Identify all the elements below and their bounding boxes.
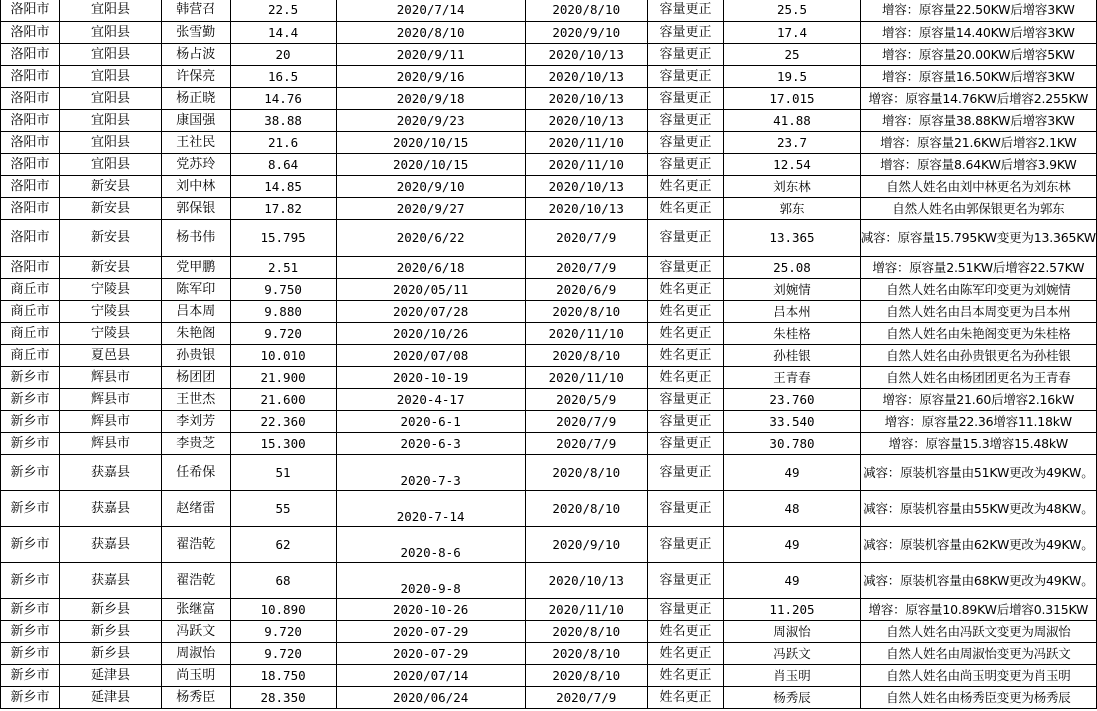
city-cell: 商丘市 bbox=[1, 345, 60, 367]
application-date-cell: 2020/6/18 bbox=[336, 257, 525, 279]
correction-date-cell: 2020/10/13 bbox=[525, 88, 647, 110]
table-row bbox=[1, 643, 1097, 665]
table-row bbox=[1, 110, 1097, 132]
name-cell: 郭保银 bbox=[161, 198, 230, 220]
correction-type-cell: 容量更正 bbox=[647, 88, 723, 110]
correction-date-cell: 2020/8/10 bbox=[525, 345, 647, 367]
name-cell: 李贵芝 bbox=[161, 433, 230, 455]
note-cell: 增容：原容量10.89KW后增容0.315KW bbox=[860, 599, 1096, 621]
correction-type-cell: 姓名更正 bbox=[647, 301, 723, 323]
name-cell: 尚玉明 bbox=[161, 665, 230, 687]
application-date-cell: 2020-07-29 bbox=[336, 643, 525, 665]
capacity-cell: 14.85 bbox=[230, 176, 336, 198]
application-date-cell: 2020-4-17 bbox=[336, 389, 525, 411]
note-cell: 减容：原装机容量由68KW更改为49KW。 bbox=[860, 563, 1096, 599]
correction-date-cell: 2020/10/13 bbox=[525, 198, 647, 220]
county-cell: 新安县 bbox=[60, 220, 162, 257]
correction-date-cell: 2020/10/13 bbox=[525, 66, 647, 88]
capacity-cell: 21.900 bbox=[230, 367, 336, 389]
county-cell: 宜阳县 bbox=[60, 154, 162, 176]
city-cell: 新乡市 bbox=[1, 563, 60, 599]
capacity-cell: 21.600 bbox=[230, 389, 336, 411]
correction-type-cell: 姓名更正 bbox=[647, 621, 723, 643]
county-cell: 夏邑县 bbox=[60, 345, 162, 367]
name-cell: 张继富 bbox=[161, 599, 230, 621]
application-date-cell: 2020-07-29 bbox=[336, 621, 525, 643]
note-cell: 自然人姓名由周淑怡变更为冯跃文 bbox=[860, 643, 1096, 665]
correction-date-cell: 2020/8/10 bbox=[525, 301, 647, 323]
new-value-cell: 孙桂银 bbox=[724, 345, 860, 367]
correction-date-cell: 2020/7/9 bbox=[525, 220, 647, 257]
note-cell: 增容：原容量16.50KW后增容3KW bbox=[860, 66, 1096, 88]
table-row bbox=[1, 66, 1097, 88]
correction-date-cell: 2020/6/9 bbox=[525, 279, 647, 301]
correction-type-cell: 姓名更正 bbox=[647, 345, 723, 367]
new-value-cell: 19.5 bbox=[724, 66, 860, 88]
city-cell: 洛阳市 bbox=[1, 0, 60, 22]
name-cell: 任希保 bbox=[161, 455, 230, 491]
county-cell: 获嘉县 bbox=[60, 491, 162, 527]
capacity-cell: 20 bbox=[230, 44, 336, 66]
city-cell: 新乡市 bbox=[1, 389, 60, 411]
application-date-cell: 2020-10-26 bbox=[336, 599, 525, 621]
note-cell: 增容：原容量8.64KW后增容3.9KW bbox=[860, 154, 1096, 176]
city-cell: 新乡市 bbox=[1, 599, 60, 621]
note-cell: 增容：原容量14.76KW后增容2.255KW bbox=[860, 88, 1096, 110]
note-cell: 增容：原容量2.51KW后增容22.57KW bbox=[860, 257, 1096, 279]
correction-type-cell: 容量更正 bbox=[647, 455, 723, 491]
correction-type-cell: 容量更正 bbox=[647, 257, 723, 279]
application-date-cell: 2020/05/11 bbox=[336, 279, 525, 301]
application-date-cell: 2020/6/22 bbox=[336, 220, 525, 257]
correction-type-cell: 容量更正 bbox=[647, 220, 723, 257]
correction-date-cell: 2020/8/10 bbox=[525, 491, 647, 527]
new-value-cell: 25 bbox=[724, 44, 860, 66]
capacity-cell: 38.88 bbox=[230, 110, 336, 132]
city-cell: 洛阳市 bbox=[1, 110, 60, 132]
name-cell: 杨团团 bbox=[161, 367, 230, 389]
table-row bbox=[1, 367, 1097, 389]
capacity-cell: 14.4 bbox=[230, 22, 336, 44]
application-date-cell: 2020/9/27 bbox=[336, 198, 525, 220]
name-cell: 陈军印 bbox=[161, 279, 230, 301]
application-date-cell: 2020/07/08 bbox=[336, 345, 525, 367]
note-cell: 减容：原装机容量由62KW更改为49KW。 bbox=[860, 527, 1096, 563]
correction-type-cell: 姓名更正 bbox=[647, 198, 723, 220]
correction-date-cell: 2020/11/10 bbox=[525, 323, 647, 345]
table-row bbox=[1, 455, 1097, 491]
correction-date-cell: 2020/8/10 bbox=[525, 621, 647, 643]
new-value-cell: 刘东林 bbox=[724, 176, 860, 198]
county-cell: 宜阳县 bbox=[60, 88, 162, 110]
name-cell: 杨书伟 bbox=[161, 220, 230, 257]
city-cell: 新乡市 bbox=[1, 665, 60, 687]
correction-type-cell: 姓名更正 bbox=[647, 367, 723, 389]
new-value-cell: 肖玉明 bbox=[724, 665, 860, 687]
county-cell: 宜阳县 bbox=[60, 132, 162, 154]
correction-date-cell: 2020/9/10 bbox=[525, 527, 647, 563]
table-row bbox=[1, 88, 1097, 110]
correction-date-cell: 2020/10/13 bbox=[525, 176, 647, 198]
correction-type-cell: 姓名更正 bbox=[647, 643, 723, 665]
table-row bbox=[1, 527, 1097, 563]
capacity-cell: 22.5 bbox=[230, 0, 336, 22]
correction-date-cell: 2020/11/10 bbox=[525, 367, 647, 389]
name-cell: 党甲鹏 bbox=[161, 257, 230, 279]
application-date-cell: 2020-8-6 bbox=[336, 527, 525, 563]
name-cell: 李刘芳 bbox=[161, 411, 230, 433]
table-row bbox=[1, 0, 1097, 22]
correction-type-cell: 姓名更正 bbox=[647, 176, 723, 198]
application-date-cell: 2020/9/23 bbox=[336, 110, 525, 132]
application-date-cell: 2020/06/24 bbox=[336, 687, 525, 709]
table-body bbox=[1, 0, 1097, 709]
correction-type-cell: 容量更正 bbox=[647, 132, 723, 154]
city-cell: 洛阳市 bbox=[1, 44, 60, 66]
table-row bbox=[1, 44, 1097, 66]
county-cell: 宁陵县 bbox=[60, 301, 162, 323]
name-cell: 翟浩乾 bbox=[161, 563, 230, 599]
table-row bbox=[1, 22, 1097, 44]
note-cell: 自然人姓名由杨秀臣变更为杨秀辰 bbox=[860, 687, 1096, 709]
city-cell: 商丘市 bbox=[1, 323, 60, 345]
county-cell: 新乡县 bbox=[60, 599, 162, 621]
table-row bbox=[1, 198, 1097, 220]
county-cell: 辉县市 bbox=[60, 367, 162, 389]
name-cell: 杨正晓 bbox=[161, 88, 230, 110]
new-value-cell: 杨秀辰 bbox=[724, 687, 860, 709]
capacity-cell: 10.890 bbox=[230, 599, 336, 621]
capacity-cell: 22.360 bbox=[230, 411, 336, 433]
county-cell: 辉县市 bbox=[60, 411, 162, 433]
correction-date-cell: 2020/11/10 bbox=[525, 154, 647, 176]
note-cell: 增容：原容量22.50KW后增容3KW bbox=[860, 0, 1096, 22]
correction-type-cell: 容量更正 bbox=[647, 389, 723, 411]
note-cell: 增容：原容量15.3增容15.48kW bbox=[860, 433, 1096, 455]
name-cell: 吕本周 bbox=[161, 301, 230, 323]
new-value-cell: 11.205 bbox=[724, 599, 860, 621]
correction-type-cell: 容量更正 bbox=[647, 66, 723, 88]
city-cell: 洛阳市 bbox=[1, 132, 60, 154]
correction-date-cell: 2020/9/10 bbox=[525, 22, 647, 44]
table-row bbox=[1, 257, 1097, 279]
county-cell: 宜阳县 bbox=[60, 110, 162, 132]
new-value-cell: 12.54 bbox=[724, 154, 860, 176]
city-cell: 洛阳市 bbox=[1, 220, 60, 257]
new-value-cell: 刘婉情 bbox=[724, 279, 860, 301]
table-row bbox=[1, 154, 1097, 176]
capacity-cell: 51 bbox=[230, 455, 336, 491]
city-cell: 新乡市 bbox=[1, 367, 60, 389]
table-row bbox=[1, 491, 1097, 527]
note-cell: 减容：原装机容量由55KW更改为48KW。 bbox=[860, 491, 1096, 527]
correction-type-cell: 容量更正 bbox=[647, 110, 723, 132]
city-cell: 洛阳市 bbox=[1, 198, 60, 220]
capacity-cell: 9.750 bbox=[230, 279, 336, 301]
application-date-cell: 2020-6-3 bbox=[336, 433, 525, 455]
correction-date-cell: 2020/8/10 bbox=[525, 643, 647, 665]
note-cell: 自然人姓名由陈军印变更为刘婉情 bbox=[860, 279, 1096, 301]
correction-date-cell: 2020/10/13 bbox=[525, 563, 647, 599]
city-cell: 洛阳市 bbox=[1, 257, 60, 279]
application-date-cell: 2020/07/28 bbox=[336, 301, 525, 323]
name-cell: 韩营召 bbox=[161, 0, 230, 22]
correction-type-cell: 容量更正 bbox=[647, 527, 723, 563]
county-cell: 新乡县 bbox=[60, 621, 162, 643]
city-cell: 新乡市 bbox=[1, 433, 60, 455]
county-cell: 获嘉县 bbox=[60, 563, 162, 599]
note-cell: 自然人姓名由朱艳阁变更为朱桂格 bbox=[860, 323, 1096, 345]
county-cell: 宜阳县 bbox=[60, 22, 162, 44]
table-row bbox=[1, 563, 1097, 599]
city-cell: 新乡市 bbox=[1, 491, 60, 527]
application-date-cell: 2020/8/10 bbox=[336, 22, 525, 44]
county-cell: 延津县 bbox=[60, 665, 162, 687]
city-cell: 新乡市 bbox=[1, 527, 60, 563]
new-value-cell: 48 bbox=[724, 491, 860, 527]
note-cell: 自然人姓名由吕本周变更为吕本州 bbox=[860, 301, 1096, 323]
correction-date-cell: 2020/5/9 bbox=[525, 389, 647, 411]
correction-type-cell: 容量更正 bbox=[647, 22, 723, 44]
city-cell: 新乡市 bbox=[1, 455, 60, 491]
new-value-cell: 朱桂格 bbox=[724, 323, 860, 345]
new-value-cell: 周淑怡 bbox=[724, 621, 860, 643]
county-cell: 新安县 bbox=[60, 198, 162, 220]
new-value-cell: 17.4 bbox=[724, 22, 860, 44]
new-value-cell: 郭东 bbox=[724, 198, 860, 220]
note-cell: 增容：原容量21.6KW后增容2.1KW bbox=[860, 132, 1096, 154]
note-cell: 自然人姓名由孙贵银更名为孙桂银 bbox=[860, 345, 1096, 367]
correction-date-cell: 2020/8/10 bbox=[525, 665, 647, 687]
table-row bbox=[1, 433, 1097, 455]
application-date-cell: 2020/07/14 bbox=[336, 665, 525, 687]
county-cell: 辉县市 bbox=[60, 433, 162, 455]
table-row bbox=[1, 389, 1097, 411]
correction-date-cell: 2020/7/9 bbox=[525, 257, 647, 279]
city-cell: 新乡市 bbox=[1, 687, 60, 709]
capacity-cell: 9.720 bbox=[230, 323, 336, 345]
correction-date-cell: 2020/7/9 bbox=[525, 687, 647, 709]
city-cell: 商丘市 bbox=[1, 279, 60, 301]
correction-date-cell: 2020/7/9 bbox=[525, 411, 647, 433]
table-row bbox=[1, 220, 1097, 257]
new-value-cell: 30.780 bbox=[724, 433, 860, 455]
name-cell: 赵绪雷 bbox=[161, 491, 230, 527]
new-value-cell: 冯跃文 bbox=[724, 643, 860, 665]
county-cell: 新安县 bbox=[60, 257, 162, 279]
table-row bbox=[1, 599, 1097, 621]
capacity-cell: 9.880 bbox=[230, 301, 336, 323]
note-cell: 减容：原容量15.795KW变更为13.365KW bbox=[860, 220, 1096, 257]
capacity-cell: 15.300 bbox=[230, 433, 336, 455]
name-cell: 张雪勤 bbox=[161, 22, 230, 44]
capacity-cell: 68 bbox=[230, 563, 336, 599]
table-row bbox=[1, 687, 1097, 709]
capacity-cell: 2.51 bbox=[230, 257, 336, 279]
county-cell: 新乡县 bbox=[60, 643, 162, 665]
table-row bbox=[1, 323, 1097, 345]
correction-type-cell: 容量更正 bbox=[647, 599, 723, 621]
county-cell: 辉县市 bbox=[60, 389, 162, 411]
new-value-cell: 49 bbox=[724, 455, 860, 491]
name-cell: 许保亮 bbox=[161, 66, 230, 88]
note-cell: 增容：原容量38.88KW后增容3KW bbox=[860, 110, 1096, 132]
application-date-cell: 2020/9/11 bbox=[336, 44, 525, 66]
application-date-cell: 2020/9/16 bbox=[336, 66, 525, 88]
correction-type-cell: 姓名更正 bbox=[647, 687, 723, 709]
correction-date-cell: 2020/8/10 bbox=[525, 0, 647, 22]
correction-date-cell: 2020/7/9 bbox=[525, 433, 647, 455]
name-cell: 朱艳阁 bbox=[161, 323, 230, 345]
application-date-cell: 2020-7-3 bbox=[336, 455, 525, 491]
application-date-cell: 2020/10/26 bbox=[336, 323, 525, 345]
capacity-cell: 18.750 bbox=[230, 665, 336, 687]
name-cell: 党苏玲 bbox=[161, 154, 230, 176]
name-cell: 杨占波 bbox=[161, 44, 230, 66]
application-date-cell: 2020/9/10 bbox=[336, 176, 525, 198]
name-cell: 周淑怡 bbox=[161, 643, 230, 665]
table-row bbox=[1, 345, 1097, 367]
correction-type-cell: 姓名更正 bbox=[647, 279, 723, 301]
note-cell: 自然人姓名由尚玉明变更为肖玉明 bbox=[860, 665, 1096, 687]
name-cell: 杨秀臣 bbox=[161, 687, 230, 709]
table-row bbox=[1, 301, 1097, 323]
new-value-cell: 17.015 bbox=[724, 88, 860, 110]
city-cell: 洛阳市 bbox=[1, 22, 60, 44]
new-value-cell: 25.08 bbox=[724, 257, 860, 279]
note-cell: 增容：原容量20.00KW后增容5KW bbox=[860, 44, 1096, 66]
note-cell: 增容：原容量22.36增容11.18kW bbox=[860, 411, 1096, 433]
county-cell: 延津县 bbox=[60, 687, 162, 709]
correction-type-cell: 容量更正 bbox=[647, 154, 723, 176]
note-cell: 自然人姓名由刘中林更名为刘东林 bbox=[860, 176, 1096, 198]
new-value-cell: 13.365 bbox=[724, 220, 860, 257]
note-cell: 自然人姓名由郭保银更名为郭东 bbox=[860, 198, 1096, 220]
city-cell: 新乡市 bbox=[1, 411, 60, 433]
correction-type-cell: 姓名更正 bbox=[647, 665, 723, 687]
new-value-cell: 33.540 bbox=[724, 411, 860, 433]
note-cell: 自然人姓名由冯跃文变更为周淑怡 bbox=[860, 621, 1096, 643]
capacity-cell: 16.5 bbox=[230, 66, 336, 88]
table-row bbox=[1, 411, 1097, 433]
correction-type-cell: 容量更正 bbox=[647, 44, 723, 66]
table-row bbox=[1, 176, 1097, 198]
correction-type-cell: 容量更正 bbox=[647, 411, 723, 433]
correction-date-cell: 2020/11/10 bbox=[525, 599, 647, 621]
new-value-cell: 25.5 bbox=[724, 0, 860, 22]
name-cell: 刘中林 bbox=[161, 176, 230, 198]
application-date-cell: 2020-9-8 bbox=[336, 563, 525, 599]
application-date-cell: 2020/9/18 bbox=[336, 88, 525, 110]
table-row bbox=[1, 665, 1097, 687]
correction-type-cell: 姓名更正 bbox=[647, 323, 723, 345]
county-cell: 获嘉县 bbox=[60, 527, 162, 563]
county-cell: 宜阳县 bbox=[60, 44, 162, 66]
county-cell: 宜阳县 bbox=[60, 0, 162, 22]
correction-date-cell: 2020/10/13 bbox=[525, 110, 647, 132]
city-cell: 洛阳市 bbox=[1, 88, 60, 110]
new-value-cell: 41.88 bbox=[724, 110, 860, 132]
city-cell: 新乡市 bbox=[1, 643, 60, 665]
name-cell: 翟浩乾 bbox=[161, 527, 230, 563]
table-row bbox=[1, 279, 1097, 301]
capacity-cell: 28.350 bbox=[230, 687, 336, 709]
note-cell: 增容：原容量14.40KW后增容3KW bbox=[860, 22, 1096, 44]
correction-type-cell: 容量更正 bbox=[647, 433, 723, 455]
application-date-cell: 2020-10-19 bbox=[336, 367, 525, 389]
name-cell: 冯跃文 bbox=[161, 621, 230, 643]
capacity-cell: 8.64 bbox=[230, 154, 336, 176]
correction-type-cell: 容量更正 bbox=[647, 0, 723, 22]
capacity-cell: 10.010 bbox=[230, 345, 336, 367]
new-value-cell: 23.760 bbox=[724, 389, 860, 411]
note-cell: 增容：原容量21.60后增容2.16kW bbox=[860, 389, 1096, 411]
table-row bbox=[1, 132, 1097, 154]
city-cell: 洛阳市 bbox=[1, 154, 60, 176]
correction-type-cell: 容量更正 bbox=[647, 491, 723, 527]
capacity-cell: 14.76 bbox=[230, 88, 336, 110]
capacity-cell: 62 bbox=[230, 527, 336, 563]
new-value-cell: 49 bbox=[724, 563, 860, 599]
new-value-cell: 49 bbox=[724, 527, 860, 563]
application-date-cell: 2020/10/15 bbox=[336, 132, 525, 154]
note-cell: 自然人姓名由杨团团更名为王青春 bbox=[860, 367, 1096, 389]
capacity-cell: 9.720 bbox=[230, 621, 336, 643]
name-cell: 孙贵银 bbox=[161, 345, 230, 367]
new-value-cell: 吕本州 bbox=[724, 301, 860, 323]
new-value-cell: 23.7 bbox=[724, 132, 860, 154]
city-cell: 商丘市 bbox=[1, 301, 60, 323]
application-date-cell: 2020-6-1 bbox=[336, 411, 525, 433]
capacity-cell: 9.720 bbox=[230, 643, 336, 665]
county-cell: 宁陵县 bbox=[60, 323, 162, 345]
correction-type-cell: 容量更正 bbox=[647, 563, 723, 599]
application-date-cell: 2020-7-14 bbox=[336, 491, 525, 527]
city-cell: 洛阳市 bbox=[1, 176, 60, 198]
table-row bbox=[1, 621, 1097, 643]
capacity-cell: 15.795 bbox=[230, 220, 336, 257]
county-cell: 宁陵县 bbox=[60, 279, 162, 301]
capacity-cell: 21.6 bbox=[230, 132, 336, 154]
note-cell: 减容：原装机容量由51KW更改为49KW。 bbox=[860, 455, 1096, 491]
capacity-cell: 55 bbox=[230, 491, 336, 527]
application-date-cell: 2020/10/15 bbox=[336, 154, 525, 176]
name-cell: 王社民 bbox=[161, 132, 230, 154]
new-value-cell: 王青春 bbox=[724, 367, 860, 389]
capacity-cell: 17.82 bbox=[230, 198, 336, 220]
application-date-cell: 2020/7/14 bbox=[336, 0, 525, 22]
county-cell: 获嘉县 bbox=[60, 455, 162, 491]
county-cell: 宜阳县 bbox=[60, 66, 162, 88]
county-cell: 新安县 bbox=[60, 176, 162, 198]
correction-date-cell: 2020/8/10 bbox=[525, 455, 647, 491]
correction-date-cell: 2020/10/13 bbox=[525, 44, 647, 66]
name-cell: 康国强 bbox=[161, 110, 230, 132]
name-cell: 王世杰 bbox=[161, 389, 230, 411]
correction-date-cell: 2020/11/10 bbox=[525, 132, 647, 154]
city-cell: 洛阳市 bbox=[1, 66, 60, 88]
city-cell: 新乡市 bbox=[1, 621, 60, 643]
